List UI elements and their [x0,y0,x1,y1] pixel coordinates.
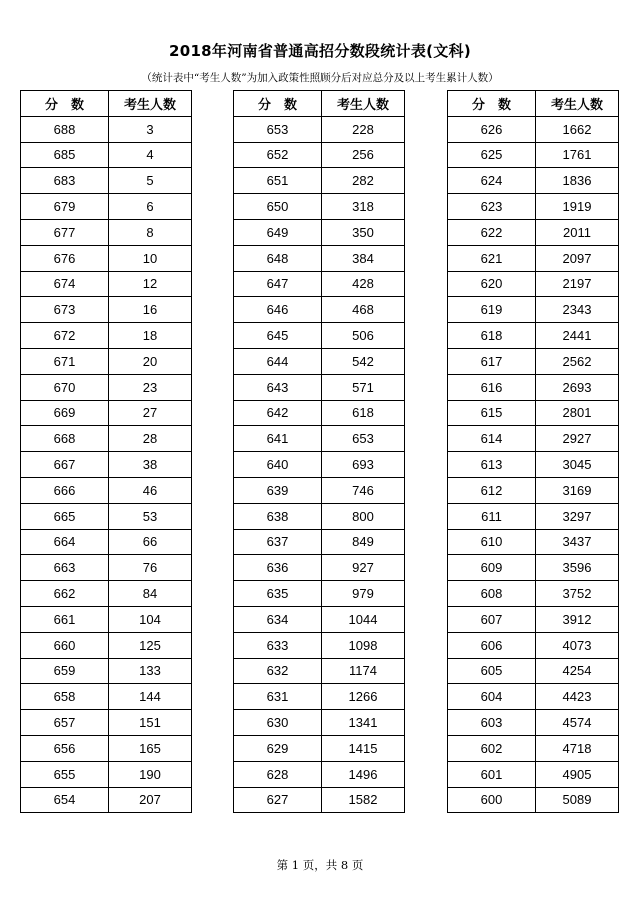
score-cell: 659 [21,658,109,684]
table-header-row [448,91,619,117]
table-row [448,323,619,349]
score-cell: 665 [21,503,109,529]
score-cell: 662 [21,581,109,607]
count-cell: 20 [109,348,192,374]
score-cell: 624 [448,168,536,194]
count-cell: 2927 [536,426,619,452]
table-row [234,142,405,168]
score-cell: 654 [21,787,109,813]
count-cell: 4905 [536,761,619,787]
table-row [21,400,192,426]
table-row [21,374,192,400]
score-cell: 611 [448,503,536,529]
table-row [448,219,619,245]
score-cell: 676 [21,245,109,271]
score-cell: 666 [21,477,109,503]
count-cell: 151 [109,710,192,736]
table-row [234,168,405,194]
count-cell: 571 [322,374,405,400]
count-cell: 10 [109,245,192,271]
table-row [448,168,619,194]
table-row [234,555,405,581]
count-cell: 2097 [536,245,619,271]
count-cell: 5089 [536,787,619,813]
score-cell: 615 [448,400,536,426]
count-cell: 4073 [536,632,619,658]
score-cell: 602 [448,735,536,761]
count-cell: 125 [109,632,192,658]
score-cell: 658 [21,684,109,710]
table-header-row [234,91,405,117]
count-cell: 746 [322,477,405,503]
count-cell: 3437 [536,529,619,555]
score-cell: 671 [21,348,109,374]
header-score: 分 数 [448,91,536,117]
count-cell: 849 [322,529,405,555]
score-cell: 632 [234,658,322,684]
table-row [21,555,192,581]
score-cell: 677 [21,219,109,245]
table-row [234,219,405,245]
page-footer: 第 1 页，共 8 页 [276,858,364,872]
count-cell: 1341 [322,710,405,736]
table-row [21,271,192,297]
score-cell: 669 [21,400,109,426]
table-row [21,710,192,736]
table-row [21,761,192,787]
table-row [234,194,405,220]
score-table-3 [447,90,619,813]
table-row [234,116,405,142]
table-row [448,116,619,142]
score-cell: 601 [448,761,536,787]
count-cell: 1582 [322,787,405,813]
count-cell: 16 [109,297,192,323]
score-cell: 674 [21,271,109,297]
count-cell: 542 [322,348,405,374]
table-row [448,529,619,555]
score-cell: 656 [21,735,109,761]
table-row [234,426,405,452]
count-cell: 1496 [322,761,405,787]
count-cell: 165 [109,735,192,761]
score-table-1 [20,90,192,813]
table-row [448,348,619,374]
count-cell: 2801 [536,400,619,426]
score-cell: 610 [448,529,536,555]
score-cell: 688 [21,116,109,142]
count-cell: 5 [109,168,192,194]
page-title: 2018年河南省普通高招分数段统计表(文科) [168,42,472,60]
count-cell: 618 [322,400,405,426]
score-cell: 607 [448,606,536,632]
table-row [234,761,405,787]
score-cell: 617 [448,348,536,374]
score-cell: 650 [234,194,322,220]
count-cell: 2441 [536,323,619,349]
count-cell: 1174 [322,658,405,684]
count-cell: 2693 [536,374,619,400]
score-cell: 657 [21,710,109,736]
table-row [21,168,192,194]
score-cell: 605 [448,658,536,684]
count-cell: 3912 [536,606,619,632]
table-row [448,374,619,400]
count-cell: 53 [109,503,192,529]
table-row [448,710,619,736]
score-cell: 603 [448,710,536,736]
table-row [21,477,192,503]
table-row [234,245,405,271]
table-row [234,477,405,503]
score-cell: 668 [21,426,109,452]
count-cell: 207 [109,787,192,813]
table-row [448,606,619,632]
count-cell: 2011 [536,219,619,245]
count-cell: 12 [109,271,192,297]
count-cell: 3596 [536,555,619,581]
score-cell: 629 [234,735,322,761]
count-cell: 1836 [536,168,619,194]
table-row [234,710,405,736]
count-cell: 4718 [536,735,619,761]
table-row [21,426,192,452]
score-cell: 637 [234,529,322,555]
table-row [448,735,619,761]
table-row [21,632,192,658]
score-cell: 623 [448,194,536,220]
score-cell: 622 [448,219,536,245]
table-row [21,684,192,710]
count-cell: 23 [109,374,192,400]
score-cell: 660 [21,632,109,658]
score-cell: 634 [234,606,322,632]
count-cell: 4574 [536,710,619,736]
count-cell: 104 [109,606,192,632]
count-cell: 350 [322,219,405,245]
score-cell: 612 [448,477,536,503]
count-cell: 927 [322,555,405,581]
score-cell: 652 [234,142,322,168]
table-row [448,245,619,271]
count-cell: 46 [109,477,192,503]
table-row [448,787,619,813]
count-cell: 2562 [536,348,619,374]
table-row [21,323,192,349]
table-row [234,400,405,426]
table-row [234,374,405,400]
score-cell: 631 [234,684,322,710]
score-cell: 667 [21,452,109,478]
score-cell: 685 [21,142,109,168]
table-row [448,194,619,220]
score-cell: 626 [448,116,536,142]
score-cell: 644 [234,348,322,374]
count-cell: 1044 [322,606,405,632]
score-cell: 643 [234,374,322,400]
count-cell: 1415 [322,735,405,761]
table-row [448,271,619,297]
table-row [448,426,619,452]
table-row [21,245,192,271]
count-cell: 27 [109,400,192,426]
table-row [234,735,405,761]
score-cell: 639 [234,477,322,503]
table-row [234,323,405,349]
table-row [448,503,619,529]
table-row [21,529,192,555]
count-cell: 693 [322,452,405,478]
score-cell: 608 [448,581,536,607]
score-cell: 672 [21,323,109,349]
count-cell: 4423 [536,684,619,710]
table-row [234,529,405,555]
score-cell: 653 [234,116,322,142]
score-cell: 638 [234,503,322,529]
count-cell: 8 [109,219,192,245]
header-count: 考生人数 [536,91,619,117]
count-cell: 1098 [322,632,405,658]
score-cell: 670 [21,374,109,400]
score-cell: 619 [448,297,536,323]
table-header-row [21,91,192,117]
score-cell: 683 [21,168,109,194]
table-row [234,684,405,710]
table-row [448,477,619,503]
header-score: 分 数 [234,91,322,117]
score-table-2 [233,90,405,813]
table-row [448,297,619,323]
table-row [448,555,619,581]
count-cell: 1662 [536,116,619,142]
table-row [448,400,619,426]
table-row [234,452,405,478]
score-cell: 646 [234,297,322,323]
count-cell: 468 [322,297,405,323]
header-count: 考生人数 [109,91,192,117]
table-row [21,116,192,142]
score-cell: 630 [234,710,322,736]
count-cell: 2343 [536,297,619,323]
table-row [21,606,192,632]
count-cell: 384 [322,245,405,271]
table-row [448,452,619,478]
table-row [21,297,192,323]
table-row [448,632,619,658]
score-cell: 606 [448,632,536,658]
score-cell: 621 [448,245,536,271]
count-cell: 2197 [536,271,619,297]
score-cell: 633 [234,632,322,658]
table-row [21,503,192,529]
count-cell: 3045 [536,452,619,478]
score-cell: 636 [234,555,322,581]
count-cell: 144 [109,684,192,710]
score-cell: 616 [448,374,536,400]
table-row [448,761,619,787]
table-row [21,142,192,168]
score-cell: 625 [448,142,536,168]
score-cell: 614 [448,426,536,452]
table-row [448,142,619,168]
table-row [21,194,192,220]
score-cell: 649 [234,219,322,245]
count-cell: 4254 [536,658,619,684]
table-row [448,581,619,607]
count-cell: 190 [109,761,192,787]
table-row [21,219,192,245]
score-cell: 663 [21,555,109,581]
score-cell: 673 [21,297,109,323]
count-cell: 4 [109,142,192,168]
count-cell: 84 [109,581,192,607]
score-cell: 609 [448,555,536,581]
count-cell: 653 [322,426,405,452]
table-note: （统计表中“考生人数”为加入政策性照顾分后对应总分及以上考生累计人数） [141,72,499,84]
count-cell: 3752 [536,581,619,607]
table-row [21,658,192,684]
count-cell: 1919 [536,194,619,220]
score-cell: 613 [448,452,536,478]
score-cell: 618 [448,323,536,349]
score-cell: 641 [234,426,322,452]
table-row [234,658,405,684]
header-count: 考生人数 [322,91,405,117]
count-cell: 3169 [536,477,619,503]
count-cell: 3 [109,116,192,142]
table-row [234,787,405,813]
table-row [234,503,405,529]
table-row [448,684,619,710]
count-cell: 282 [322,168,405,194]
count-cell: 133 [109,658,192,684]
table-row [234,632,405,658]
count-cell: 800 [322,503,405,529]
score-cell: 640 [234,452,322,478]
count-cell: 3297 [536,503,619,529]
score-cell: 651 [234,168,322,194]
score-cell: 642 [234,400,322,426]
table-row [234,581,405,607]
count-cell: 66 [109,529,192,555]
score-cell: 628 [234,761,322,787]
table-row [21,735,192,761]
count-cell: 28 [109,426,192,452]
table-row [234,271,405,297]
score-cell: 648 [234,245,322,271]
score-cell: 627 [234,787,322,813]
table-row [448,658,619,684]
count-cell: 38 [109,452,192,478]
score-cell: 664 [21,529,109,555]
table-row [234,606,405,632]
score-cell: 661 [21,606,109,632]
table-row [234,297,405,323]
table-row [21,452,192,478]
score-cell: 679 [21,194,109,220]
table-row [21,581,192,607]
count-cell: 428 [322,271,405,297]
count-cell: 76 [109,555,192,581]
count-cell: 18 [109,323,192,349]
table-row [21,787,192,813]
count-cell: 979 [322,581,405,607]
score-cell: 635 [234,581,322,607]
table-row [21,348,192,374]
score-cell: 600 [448,787,536,813]
count-cell: 6 [109,194,192,220]
score-cell: 647 [234,271,322,297]
score-cell: 655 [21,761,109,787]
count-cell: 318 [322,194,405,220]
count-cell: 1266 [322,684,405,710]
count-cell: 256 [322,142,405,168]
header-score: 分 数 [21,91,109,117]
score-cell: 620 [448,271,536,297]
count-cell: 506 [322,323,405,349]
score-cell: 645 [234,323,322,349]
count-cell: 1761 [536,142,619,168]
count-cell: 228 [322,116,405,142]
score-cell: 604 [448,684,536,710]
table-row [234,348,405,374]
